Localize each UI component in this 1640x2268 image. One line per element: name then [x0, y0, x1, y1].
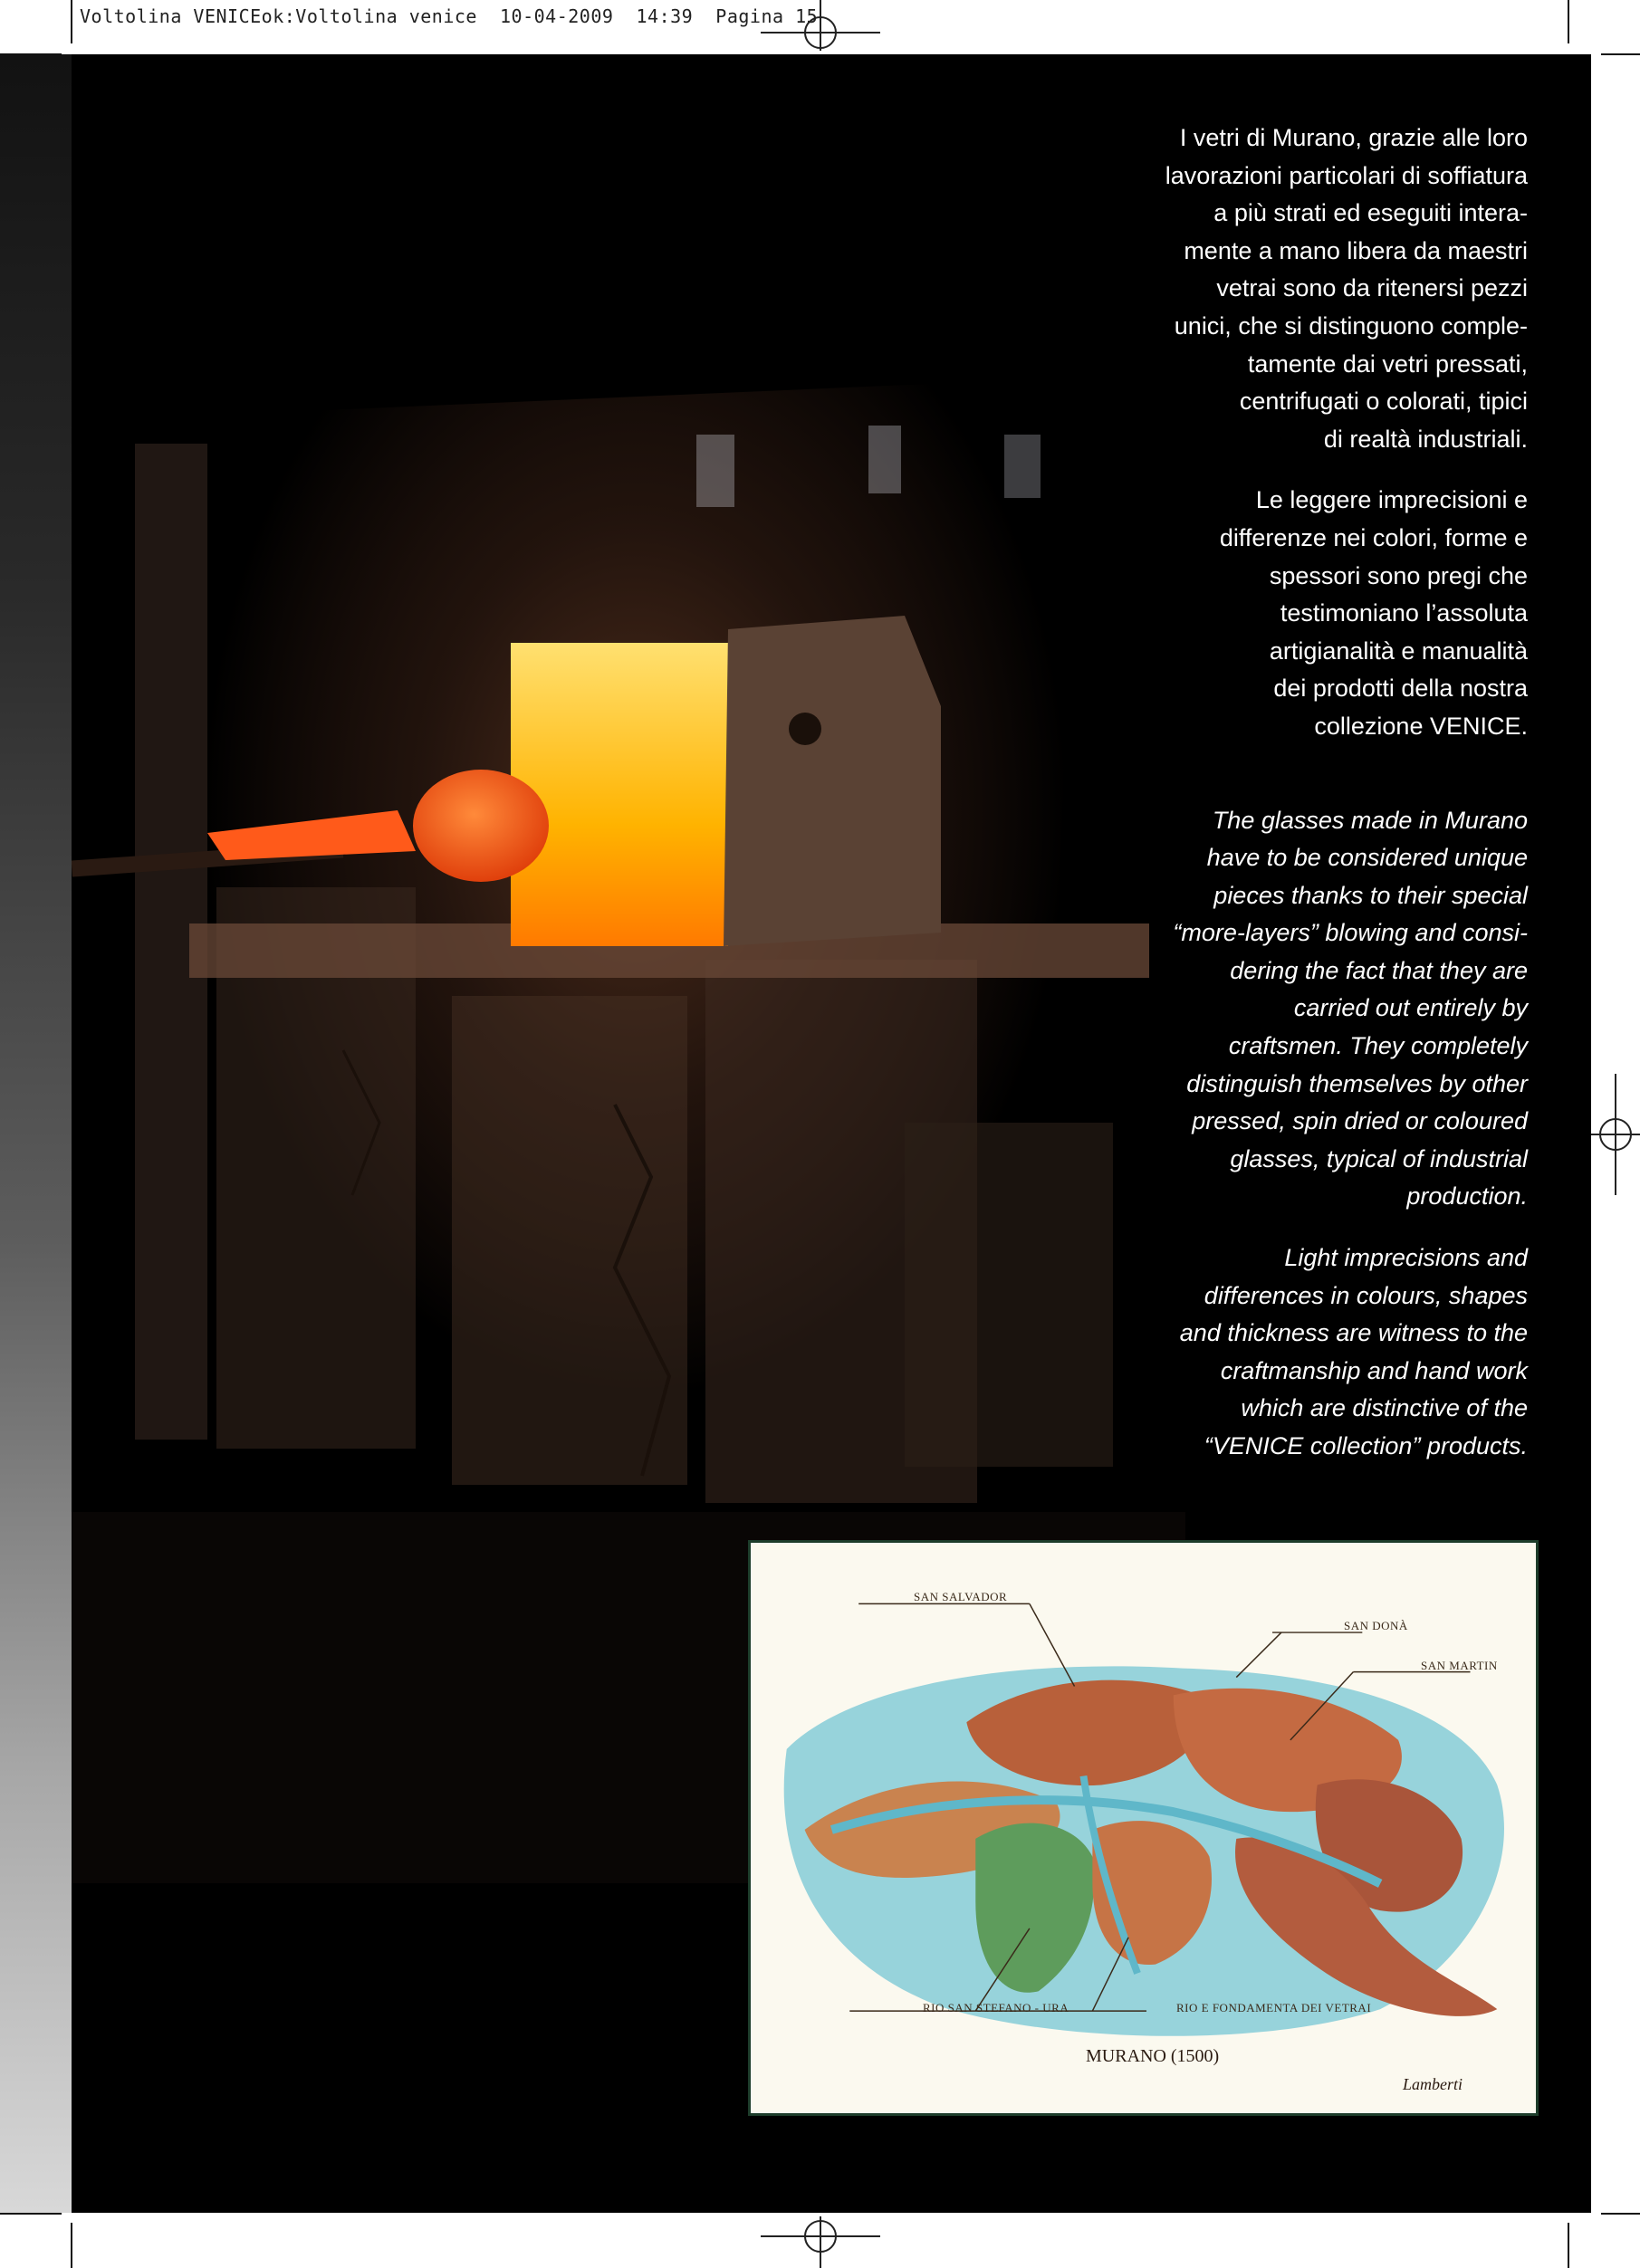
italian-paragraph-2: Le leggere imprecisioni e differenze nei colori, forme e spessori sono pregi che testimoniano l’assoluta artigianalità e manualità dei prodotti della nostra collezione VENICE.: [1219, 486, 1528, 740]
artist-signature: Lamberti: [1403, 2075, 1463, 2093]
map-label-rio-fondamenta-vetrai: RIO E FONDAMENTA DEI VETRAI: [1176, 2001, 1372, 2014]
crop-mark-bottom-left-v: [71, 2223, 72, 2268]
map-label-san-martin: SAN MARTIN: [1421, 1659, 1498, 1672]
crop-mark-top-left-v: [71, 0, 72, 43]
registration-mark-top-v: [820, 0, 821, 51]
left-gradient-strip: [0, 54, 72, 2213]
map-caption: MURANO (1500): [1086, 2046, 1220, 2066]
murano-map-illustration: [748, 1540, 1539, 2116]
english-paragraph-2: Light imprecisions and differences in colours, shapes and thickness are witness to the craftmanship and hand work which are distinctive of the “VENICE collection” products.: [1179, 1244, 1528, 1459]
registration-mark-right-h: [1585, 1134, 1640, 1135]
english-paragraph-1: The glasses made in Murano have to be considered unique pieces thanks to their special “more-layers” blowing and consi- dering the fact that they are carried out entirely by craftsmen. They completely distinguish themselves by other pressed, spin dried or coloured glasses, typical of industrial production.: [1173, 806, 1528, 1211]
crop-mark-top-right-v: [1568, 0, 1569, 43]
map-label-san-dona: SAN DONÀ: [1344, 1619, 1408, 1632]
map-drawing: [751, 1543, 1536, 2113]
crop-mark-bottom-left-h: [0, 2213, 62, 2215]
text-column: [1021, 120, 1528, 1489]
crop-mark-top-right-h: [1601, 53, 1640, 55]
language-divider-space: [1021, 770, 1528, 802]
map-label-rio-san-stefano: RIO SAN STEFANO - URA: [923, 2001, 1069, 2014]
registration-mark-bottom-v: [820, 2216, 821, 2268]
crop-mark-bottom-right-v: [1568, 2223, 1569, 2268]
crop-mark-bottom-right-h: [1601, 2213, 1640, 2215]
registration-mark-right-v: [1615, 1074, 1616, 1195]
italian-paragraph-1: I vetri di Murano, grazie alle loro lavorazioni particolari di soffiatura a più strati ed eseguiti intera- mente a mano libera da maestri vetrai sono da ritenersi pezzi unici, che si distinguono comple- tamente dai vetri pressati, centrifugati o colorati, tipici di realtà industriali.: [1165, 124, 1528, 453]
print-slug: Voltolina VENICEok:Voltolina venice 10-04-2009 14:39 Pagina 15: [80, 5, 819, 27]
map-label-san-salvador: SAN SALVADOR: [914, 1590, 1008, 1603]
